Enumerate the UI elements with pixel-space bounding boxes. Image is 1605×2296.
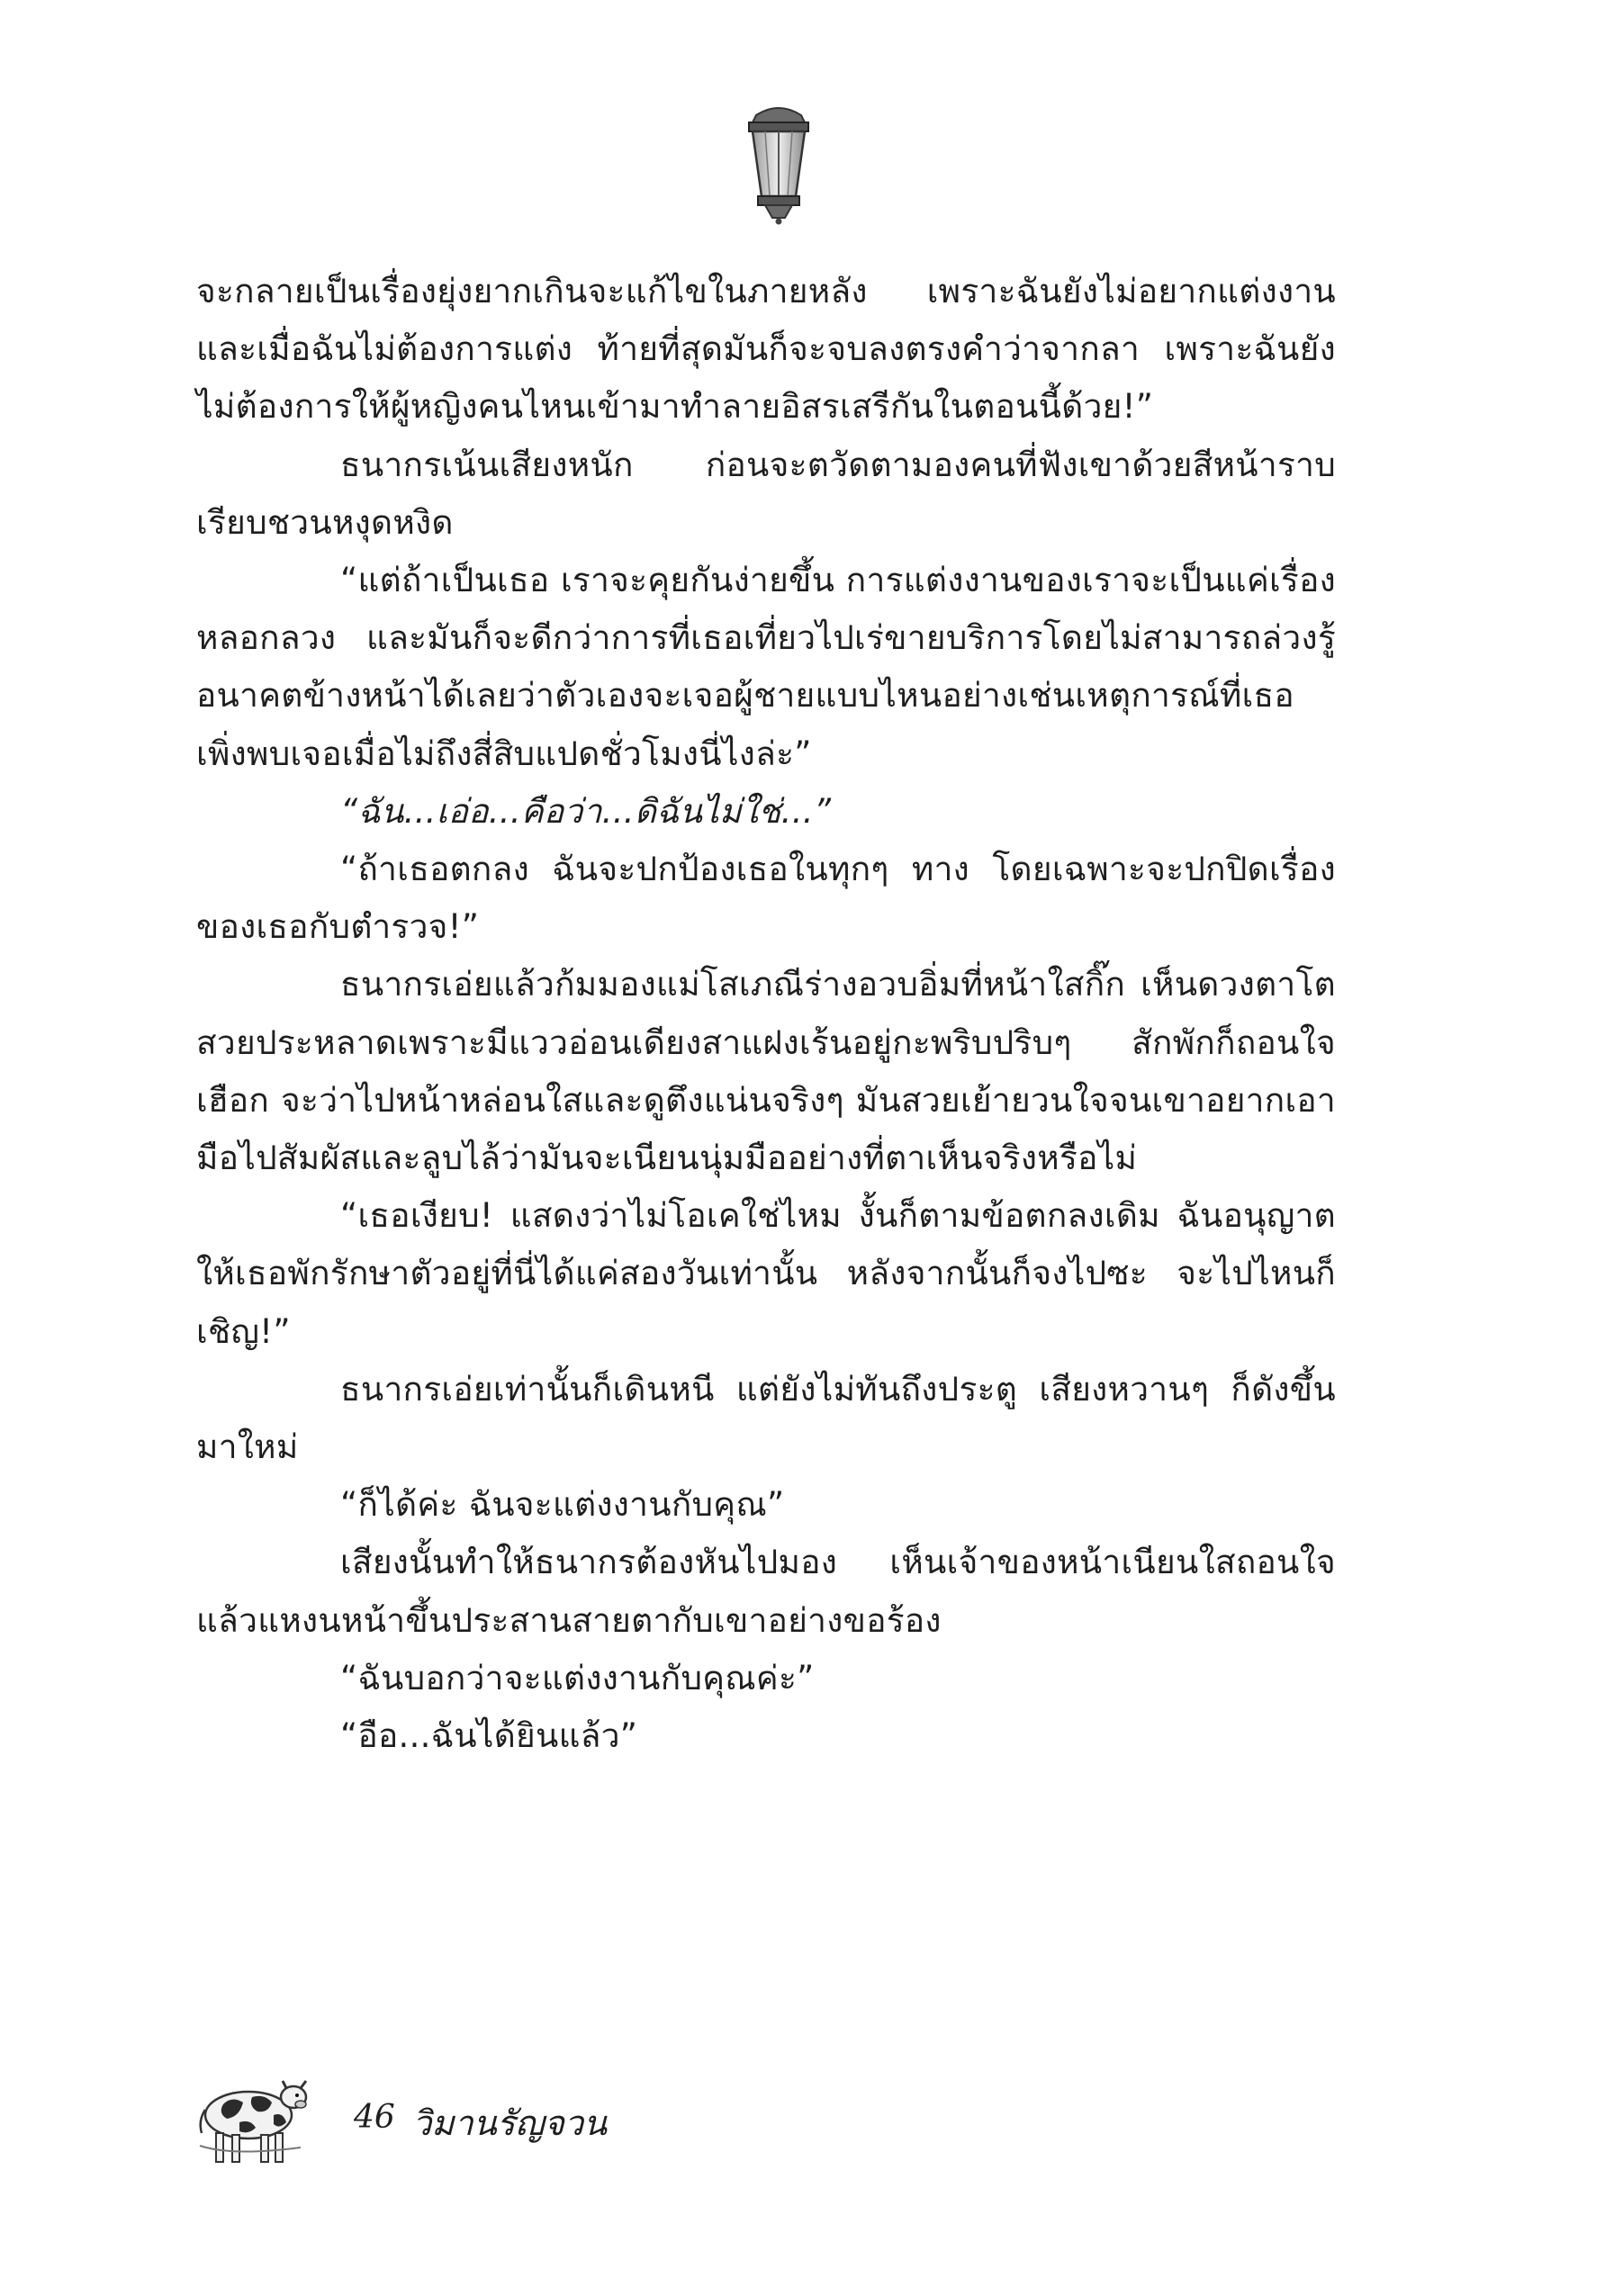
paragraph-6: ธนากรเอ่ยแล้วก้มมองแม่โสเภณีร่างอวบอิ่มที่หน้าใสกิ๊ก เห็นดวงตาโตสวยประหลาดเพราะมีแววอ่อนเดียงสาแฝงเร้นอยู่กะพริบปริบๆ สักพักก็ถอนใจเฮือก จะว่าไปหน้าหล่อนใสและดูตึงแน่นจริงๆ มันสวยเย้ายวนใจจนเขาอยากเอามือไปสัมผัสและลูบไล้ว่ามันจะเนียนนุ่มมืออย่างที่ตาเห็นจริงหรือไม่ bbox=[196, 965, 1336, 1178]
paragraph-1: จะกลายเป็นเรื่องยุ่งยากเกินจะแก้ไขในภายหลัง เพราะฉันยังไม่อยากแต่งงาน และเมื่อฉันไม่ต้องการแต่ง ท้ายที่สุดมันก็จะจบลงตรงคำว่าจากลา เพราะฉันยังไม่ต้องการให้ผู้หญิงคนไหนเข้ามาทำลายอิสรเสรีกันในตอนนี้ด้วย!” bbox=[196, 272, 1336, 427]
paragraph-3: “แต่ถ้าเป็นเธอ เราจะคุยกันง่ายขึ้น การแต่งงานของเราจะเป็นแค่เรื่องหลอกลวง และมันก็จะดีกว่าการที่เธอเที่ยวไปเร่ขายบริการโดยไม่สามารถล่วงรู้อนาคตข้างหน้าได้เลยว่าตัวเองจะเจอผู้ชายแบบไหนอย่างเช่นเหตุการณ์ที่เธอเพิ่งพบเจอเมื่อไม่ถึงสี่สิบแปดชั่วโมงนี่ไงล่ะ” bbox=[196, 561, 1336, 773]
paragraph-5: “ถ้าเธอตกลง ฉันจะปกป้องเธอในทุกๆ ทาง โดยเฉพาะจะปกปิดเรื่องของเธอกับตำรวจ!” bbox=[196, 850, 1336, 947]
paragraph-4: “ฉัน...เอ่อ...คือว่า...ดิฉันไม่ใช่...” bbox=[340, 791, 832, 831]
book-title: วิมานรัญจวน bbox=[412, 2103, 608, 2143]
paragraph-2: ธนากรเน้นเสียงหนัก ก่อนจะตวัดตามองคนที่ฟังเขาด้วยสีหน้าราบเรียบชวนหงุดหงิด bbox=[196, 445, 1336, 542]
paragraph-11: “ฉันบอกว่าจะแต่งงานกับคุณค่ะ” bbox=[340, 1658, 815, 1697]
page-footer bbox=[196, 2070, 736, 2169]
lantern-icon bbox=[729, 99, 828, 225]
paragraph-7: “เธอเงียบ! แสดงว่าไม่โอเคใช่ไหม งั้นก็ตามข้อตกลงเดิม ฉันอนุญาตให้เธอพักรักษาตัวอยู่ที่นี่ได้แค่สองวันเท่านั้น หลังจากนั้นก็จงไปซะ จะไปไหนก็เชิญ!” bbox=[196, 1196, 1336, 1351]
paragraph-10: เสียงนั้นทำให้ธนากรต้องหันไปมอง เห็นเจ้าของหน้าเนียนใสถอนใจ แล้วแหงนหน้าขึ้นประสานสายตากับเขาอย่างขอร้อง bbox=[196, 1543, 1336, 1640]
body-text bbox=[196, 263, 1336, 1765]
paragraph-9: “ก็ได้ค่ะ ฉันจะแต่งงานกับคุณ” bbox=[340, 1485, 785, 1525]
page-number: 46 bbox=[354, 2099, 395, 2136]
cow-icon bbox=[196, 2070, 313, 2169]
paragraph-8: ธนากรเอ่ยเท่านั้นก็เดินหนี แต่ยังไม่ทันถึงประตู เสียงหวานๆ ก็ดังขึ้นมาใหม่ bbox=[196, 1369, 1336, 1467]
paragraph-12: “อือ...ฉันได้ยินแล้ว” bbox=[340, 1716, 638, 1756]
